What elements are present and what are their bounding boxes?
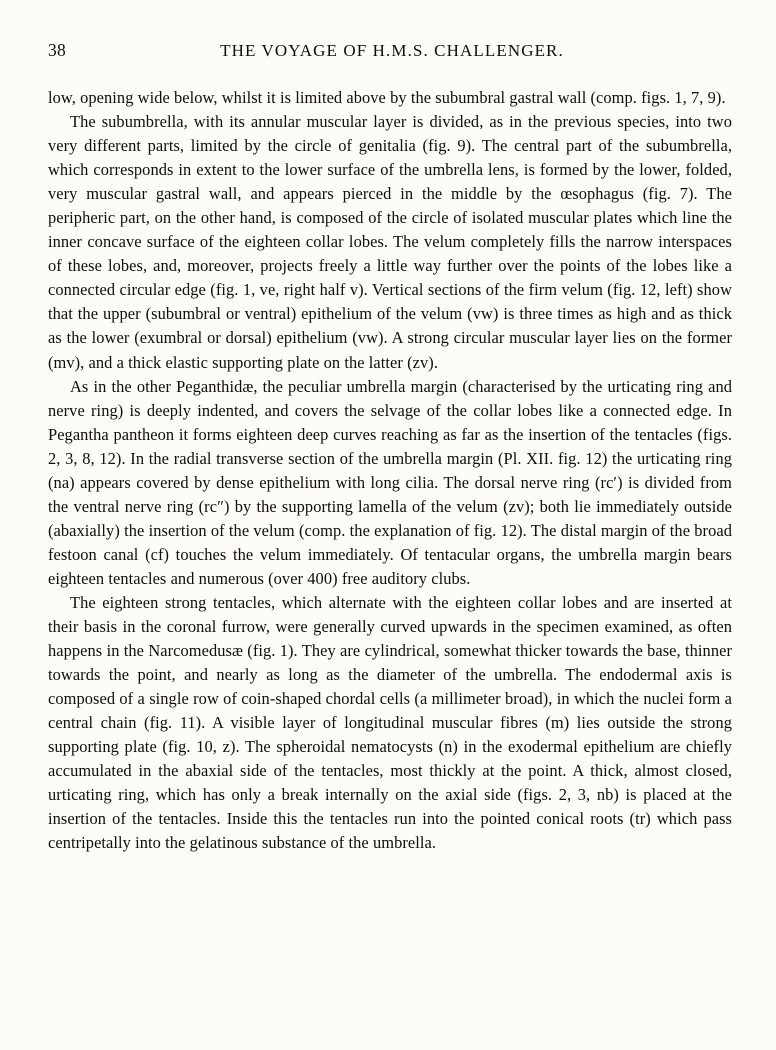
body-text (48, 86, 732, 856)
running-title: THE VOYAGE OF H.M.S. CHALLENGER. (220, 41, 564, 60)
page-number: 38 (48, 40, 67, 60)
paragraph-4: The eighteen strong tentacles, which alternate with the eighteen collar lobes and are inserted at their basis in the coronal furrow, were generally curved upwards in the specimen examined, as often happens in the Narcomedusæ (fig. 1). They are cylindrical, somewhat thicker towards the base, thinner towards the point, and nearly as long as the diameter of the umbrella. The endodermal axis is composed of a single row of coin-shaped chordal cells (a millimeter broad), in which the nuclei form a central chain (fig. 11). A visible layer of longitudinal muscular fibres (m) lies outside the strong supporting plate (fig. 10, z). The spheroidal nematocysts (n) in the exodermal epithelium are chiefly accumulated in the abaxial side of the tentacles, most thickly at the point. A thick, almost closed, urticating ring, which has only a break internally on the axial side (figs. 2, 3, nb) is placed at the insertion of the tentacles. Inside this the tentacles run into the pointed conical roots (tr) which pass centripetally into the gelatinous substance of the umbrella. (48, 592, 732, 853)
page-header (48, 40, 728, 66)
paragraph-2: The subumbrella, with its annular muscular layer is divided, as in the previous species, into two very different parts, limited by the circle of genitalia (fig. 9). The central part of the subumbrella, which corresponds in extent to the lower surface of the umbrella lens, is formed by the lower, folded, very muscular gastral wall, and appears pierced in the middle by the œsophagus (fig. 7). The peripheric part, on the other hand, is composed of the circle of isolated muscular plates which line the inner concave surface of the eighteen collar lobes. The velum completely fills the narrow interspaces of these lobes, and, moreover, projects freely a little way further over the points of the lobes like a connected circular edge (fig. 1, ve, right half v). Vertical sections of the firm velum (fig. 12, left) show that the upper (subumbral or ventral) epithelium of the velum (vw) is three times as high and as thick as the lower (exumbral or dorsal) epithelium (vw). A strong circular muscular layer lies on the former (mv), and a thick elastic supporting plate on the latter (zv). (48, 112, 732, 372)
paragraph-3: As in the other Peganthidæ, the peculiar umbrella margin (characterised by the urticating ring and nerve ring) is deeply indented, and covers the selvage of the collar lobes like a connected edge. In Pegantha pantheon it forms eighteen deep curves reaching as far as the insertion of the tentacles (figs. 2, 3, 8, 12). In the radial transverse section of the umbrella margin (Pl. XII. fig. 12) the urticating ring (na) appears covered by dense epithelium with long cilia. The dorsal nerve ring (rc′) is divided from the ventral nerve ring (rc″) by the supporting lamella of the velum (zv); both lie immediately outside (abaxially) the insertion of the velum (comp. the explanation of fig. 12). The distal margin of the broad festoon canal (cf) touches the velum immediately. Of tentacular organs, the umbrella margin bears eighteen tentacles and numerous (over 400) free auditory clubs. (48, 376, 732, 588)
paragraph-1: low, opening wide below, whilst it is limited above by the subumbral gastral wall (comp. figs. 1, 7, 9). (48, 88, 726, 107)
